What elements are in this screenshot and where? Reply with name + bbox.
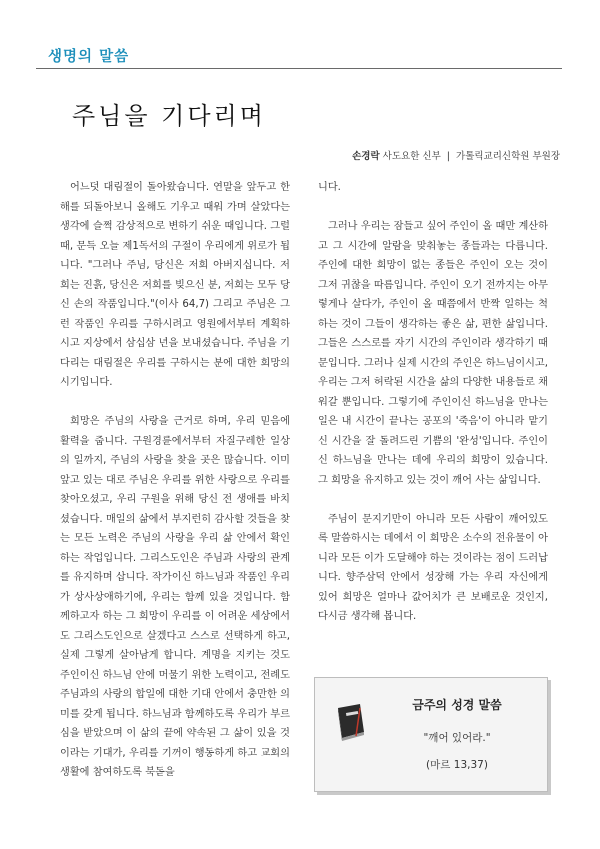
verse-reference: (마르 13,37): [426, 759, 488, 771]
section-label: 생명의 말씀: [48, 49, 130, 65]
bible-icon: [333, 702, 367, 742]
author-affiliation: 가톨릭교리신학원 부원장: [456, 151, 560, 162]
verse-title: 금주의 성경 말씀: [412, 698, 502, 712]
page-title: 주님을 기다리며: [72, 102, 266, 130]
author-name: 손경락: [352, 151, 380, 162]
byline: [352, 148, 560, 162]
author-role: 사도요한 신부: [382, 151, 441, 162]
paragraph: 희망은 주님의 사랑을 근거로 하며, 우리 믿음에 활력을 줍니다. 구원경륜에서부터 자질구레한 일상의 일까지, 주님의 사랑을 찾을 곳은 많습니다. 이미 앞고 있는 대로 주님은 우리를 위한 사랑으로 우리를 찾아오셨고, 우리 구원을 위해 당신 전 생애를 바치셨습니다. 매일의 삶에서 부지런히 감사할 것들을 찾는 모든 노력은 주님의 사랑을 우리 삶 안에서 확인하는 작업입니다. 그리스도인은 주님과 사랑의 관계를 유지하며 삽니다. 작가이신 하느님과 작품인 우리가 상사상애하기에, 우리는 함께 있을 것입니다. 함께하고자 하는 그 희망이 우리를 이 어려운 세상에서도 그리스도인으로 살겠다고 스스로 선택하게 하고, 실제 그렇게 살아남게 합니다. 계명을 지키는 것도 주인이신 하느님 안에 머물기 위한 노력이고, 전례도 주님과의 사랑의 합일에 대한 기대 안에서 충만한 의미를 갖게 됩니다. 하느님과 함께하도록 우리가 부르심을 받았으며 이 삶의 끝에 약속된 그 삶이 있을 것이라는 기대가, 우리를 기꺼이 행동하게 하고 교회의 생활에 참여하도록 북돋을: [60, 416, 290, 778]
paragraph: 주님이 문지기만이 아니라 모든 사람이 깨어있도록 말씀하시는 데에서 이 희망은 소수의 전유물이 아니라 모든 이가 도달해야 하는 것이라는 점이 드러납니다. 향주삼덕 안에서 성장해 가는 우리 자신에게 있어 희망은 얼마나 값어치가 큰 보배로운 것인지, 다시금 생각해 봅니다.: [318, 513, 548, 622]
right-column: [318, 178, 548, 646]
paragraph: 어느덧 대림절이 돌아왔습니다. 연말을 앞두고 한 해를 되돌아보니 올해도 기우고 때워 가며 살았다는 생각에 슬쩍 감상적으로 변하기 쉬운 때입니다. 그럴 때, 문득 오늘 제1독서의 구절이 우리에게 위로가 됩니다. "그러나 주님, 당신은 저희 아버지십니다. 저희는 진흙, 당신은 저희를 빚으신 분, 저희는 모두 당신 손의 작품입니다."(이사 64,7) 그리고 주님은 그런 작품인 우리를 구하시려고 영원에서부터 계획하시고 지상에서 삼십삼 년을 보내셨습니다. 주님을 기다리는 대림절은 우리를 구하시는 분에 대한 희망의 시기입니다.: [60, 182, 290, 388]
verse-text: "깨어 있어라.": [423, 732, 491, 744]
paragraph: 니다.: [318, 182, 341, 193]
section-header: [36, 40, 562, 69]
byline-separator: |: [446, 151, 450, 162]
left-column: [60, 178, 290, 802]
weekly-verse-box: [314, 677, 548, 792]
paragraph: 그러나 우리는 잠들고 싶어 주인이 올 때만 계산하고 그 시간에 알람을 맞춰놓는 종들과는 다릅니다. 주인에 대한 희망이 없는 종들은 주인이 오는 것이 그저 귀찮을 따름입니다. 주인이 오기 전까지는 아무렇게나 살다가, 주인이 올 때쯤에서 반짝 일하는 척하는 것이 그들이 생각하는 좋은 삶, 편한 삶입니다. 그들은 스스로를 자기 시간의 주인이라 생각하기 때문입니다. 그러나 실제 시간의 주인은 하느님이시고, 우리는 그저 허락된 시간을 삶의 다양한 내용들로 채워갈 뿐입니다. 그렇기에 주인이신 하느님을 만나는 일은 내 시간이 끝나는 공포의 '죽음'이 아니라 맡기신 시간을 잘 돌려드린 기쁨의 '완성'입니다. 주인이신 하느님을 만나는 데에 우리의 희망이 있습니다. 그 희망을 유지하고 있는 것이 깨어 사는 삶입니다.: [318, 221, 548, 486]
